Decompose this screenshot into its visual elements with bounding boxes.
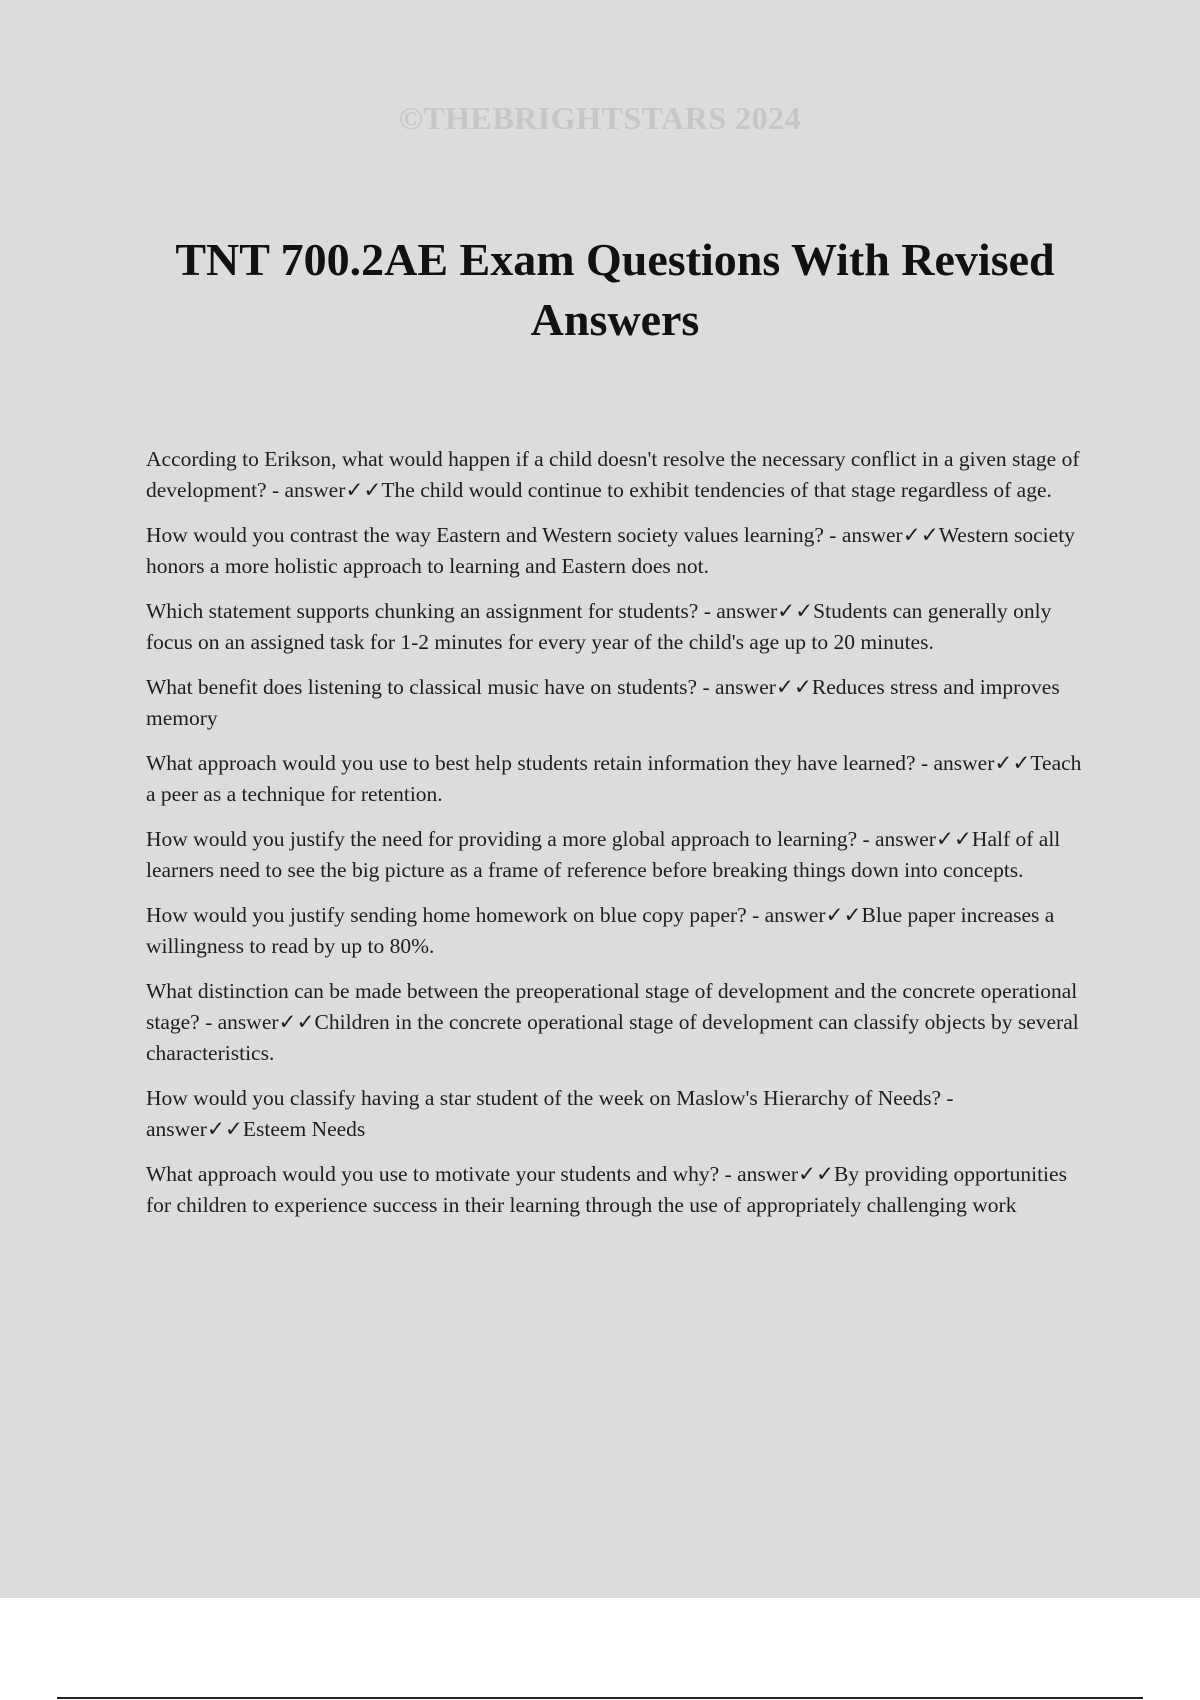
- qa-item: How would you justify the need for providing a more global approach to learning? - answer✓✓Half of all learners need to see the big picture as a frame of reference before breaking things down into concepts.: [146, 827, 1061, 882]
- qa-item: What approach would you use to motivate your students and why? - answer✓✓By providing opportunities for children to experience success in their learning through the use of appropriately challenging work: [146, 1162, 1067, 1217]
- qa-item: How would you contrast the way Eastern and Western society values learning? - answer✓✓Western society honors a more holistic approach to learning and Eastern does not.: [146, 523, 1075, 578]
- footer-divider: [57, 1697, 1143, 1699]
- qa-item: What distinction can be made between the preoperational stage of development and the concrete operational stage? - answer✓✓Children in the concrete operational stage of development can classify objects by several characteristics.: [146, 979, 1079, 1065]
- qa-item: How would you justify sending home homework on blue copy paper? - answer✓✓Blue paper increases a willingness to read by up to 80%.: [146, 903, 1055, 958]
- page-title: TNT 700.2AE Exam Questions With Revised Answers: [175, 234, 1055, 345]
- watermark: ©THEBRIGHTSTARS 2024: [398, 100, 802, 136]
- qa-item: According to Erikson, what would happen if a child doesn't resolve the necessary conflict in a given stage of development? - answer✓✓The child would continue to exhibit tendencies of that stage regardless of age.: [146, 447, 1080, 502]
- qa-list: [146, 444, 1088, 1235]
- qa-item: How would you classify having a star student of the week on Maslow's Hierarchy of Needs? - answer✓✓Esteem Needs: [146, 1086, 954, 1141]
- qa-item: Which statement supports chunking an assignment for students? - answer✓✓Students can generally only focus on an assigned task for 1-2 minutes for every year of the child's age up to 20 minutes.: [146, 599, 1052, 654]
- qa-item: What benefit does listening to classical music have on students? - answer✓✓Reduces stress and improves memory: [146, 675, 1060, 730]
- qa-item: What approach would you use to best help students retain information they have learned? - answer✓✓Teach a peer as a technique for retention.: [146, 751, 1082, 806]
